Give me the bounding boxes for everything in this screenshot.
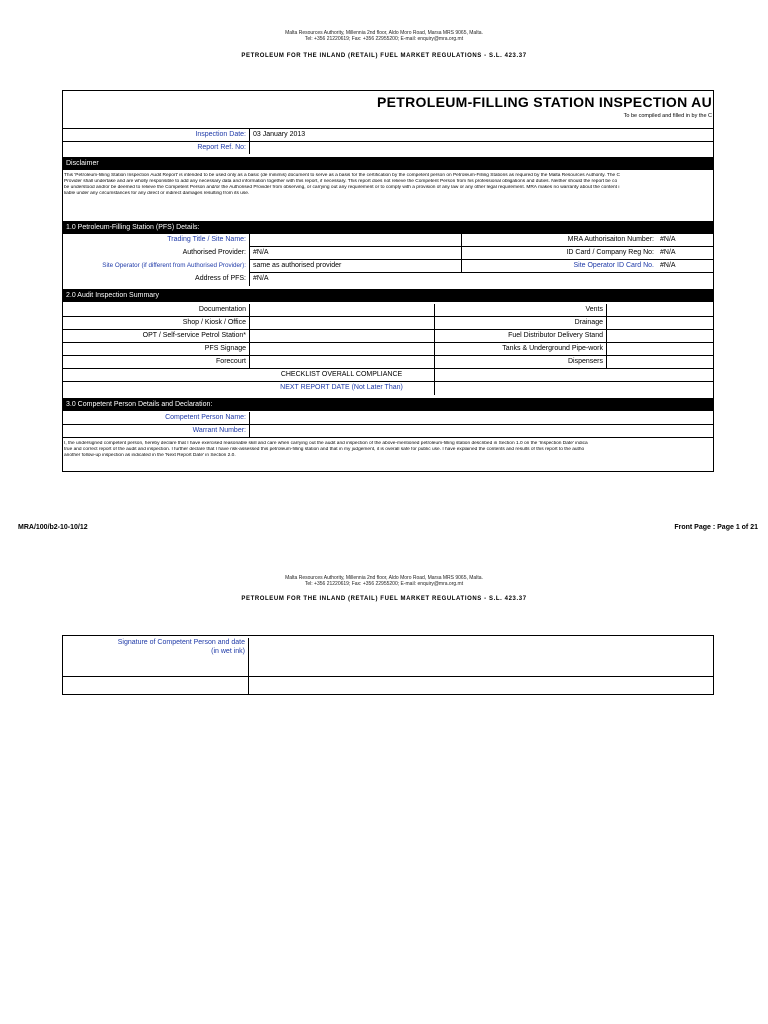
summary-left-field[interactable] <box>249 343 434 355</box>
summary-left-label: OPT / Self-service Petrol Station* <box>142 332 246 339</box>
pfs-row-4 <box>63 273 714 286</box>
inspection-date-label: Inspection Date: <box>195 131 246 138</box>
next-report-date-label: NEXT REPORT DATE (Not Later Than) <box>280 384 403 391</box>
authority-contact-p2: Tel: +356 21220619; Fax: +356 22955200; E-mail: enquiry@mra.org.mt <box>304 581 464 587</box>
authorised-provider-field[interactable]: #N/A <box>249 247 461 260</box>
section-2-heading: 2.0 Audit Inspection Summary <box>63 289 714 302</box>
declaration-line-1: I, the undersigned competent person, hereby declare that I have exercised reasonable skill and care when carrying out the audit and inspection of the above-mentioned petroleum-filling station described in Section 1.0 on the 'Inspection Date' indica <box>64 441 588 446</box>
summary-row-2 <box>63 317 714 330</box>
form-title: PETROLEUM-FILLING STATION INSPECTION AU <box>377 94 712 110</box>
mra-authorisation-label: MRA Authorisaiton Number: <box>461 234 657 247</box>
disclaimer-heading: Disclaimer <box>63 157 714 170</box>
summary-right-label: Vents <box>434 304 606 316</box>
competent-person-name-label: Competent Person Name: <box>165 414 246 421</box>
disclaimer-line-2: Provider shall undertake and are wholly responsible to add any necessary data and information together with this report, if necessary. This report does not relieve the Competent Person from his professional obligations and duties. Neither should the report be co <box>64 179 618 184</box>
disclaimer-line-1: This 'Petroleum-filling Station Inspection Audit Report' is intended to be used only as a basic (de minimis) document to serve as a basis for the certification by the competent person on Petroleum-Filling Stations as required by the Malta Resources Authority. The C <box>64 173 620 178</box>
summary-left-field[interactable] <box>249 317 434 329</box>
summary-row-5 <box>63 356 714 369</box>
summary-right-field[interactable] <box>606 343 714 355</box>
summary-left-label: PFS Signage <box>204 345 246 352</box>
regulation-heading: PETROLEUM FOR THE INLAND (RETAIL) FUEL MARKET REGULATIONS - S.L. 423.37 <box>241 53 527 59</box>
address-field[interactable]: #N/A <box>249 273 714 286</box>
summary-row-4 <box>63 343 714 356</box>
signature-wet-ink-label: (in wet ink) <box>211 648 245 655</box>
site-operator-field[interactable]: same as authorised provider <box>249 260 461 273</box>
signature-box <box>62 635 714 695</box>
authority-address-p2: Malta Resources Authority, Millennia 2nd floor, Aldo Moro Road, Marsa MRS 9065, Malta. <box>285 575 483 581</box>
trading-title-field[interactable] <box>249 234 461 247</box>
disclaimer-line-4: liable under any circumstances for any direct or indirect damages resulting from its use. <box>64 191 250 196</box>
section-1-heading: 1.0 Petroleum-Filling Station (PFS) Details: <box>63 221 714 234</box>
summary-right-label: Fuel Distributor Delivery Stand <box>434 330 606 342</box>
mra-authorisation-field[interactable]: #N/A <box>657 234 714 247</box>
form-subnote: To be compiled and filled in by the C <box>623 113 712 119</box>
site-operator-id-label: Site Operator ID Card No. <box>461 260 657 273</box>
summary-left-field[interactable] <box>249 330 434 342</box>
summary-left-field[interactable] <box>249 304 434 316</box>
pfs-row-1 <box>63 234 714 247</box>
summary-right-label: Tanks & Underground Pipe-work <box>434 343 606 355</box>
competent-person-name-field[interactable] <box>249 412 714 424</box>
signature-divider <box>63 676 713 677</box>
next-report-row <box>63 382 714 395</box>
inspection-form <box>62 90 714 472</box>
page-number: Front Page : Page 1 of 21 <box>674 524 758 531</box>
summary-left-label: Forecourt <box>216 358 246 365</box>
summary-row-3 <box>63 330 714 343</box>
next-report-date-field[interactable] <box>434 382 714 395</box>
document-code: MRA/100/b2-10-10/12 <box>18 524 88 531</box>
summary-right-field[interactable] <box>606 330 714 342</box>
site-operator-id-field[interactable]: #N/A <box>657 260 714 273</box>
disclaimer-line-3: be understood and/or be deemed to relieve the Competent Person and/or the Authorised Provider from observing, or carrying out any requirement or to comply with a provision of any law or any other legal requirement. MRA makes no warranty about the content i <box>64 185 620 190</box>
site-operator-label: Site Operator (if different from Authorised Provider): <box>102 262 246 269</box>
warrant-number-label: Warrant Number: <box>192 427 246 434</box>
warrant-number-field[interactable] <box>249 425 714 437</box>
section-3-heading: 3.0 Competent Person Details and Declaration: <box>63 398 714 411</box>
signature-field[interactable] <box>249 636 713 694</box>
competent-name-row <box>63 412 714 425</box>
signature-label: Signature of Competent Person and date <box>117 639 245 646</box>
authorised-provider-label: Authorised Provider: <box>182 249 246 256</box>
report-ref-field[interactable] <box>249 142 714 154</box>
warrant-row <box>63 425 714 438</box>
id-card-field[interactable]: #N/A <box>657 247 714 260</box>
id-card-label: ID Card / Company Reg No: <box>461 247 657 260</box>
summary-right-field[interactable] <box>606 304 714 316</box>
inspection-date-field[interactable]: 03 January 2013 <box>249 129 714 141</box>
trading-title-label: Trading Title / Site Name: <box>167 236 246 243</box>
regulation-heading-p2: PETROLEUM FOR THE INLAND (RETAIL) FUEL MARKET REGULATIONS - S.L. 423.37 <box>241 596 527 602</box>
summary-row-1 <box>63 304 714 317</box>
summary-right-field[interactable] <box>606 317 714 329</box>
pfs-row-2 <box>63 247 714 260</box>
inspection-date-row <box>63 128 714 141</box>
summary-right-field[interactable] <box>606 356 714 368</box>
summary-left-label: Shop / Kiosk / Office <box>182 319 246 326</box>
summary-right-label: Dispensers <box>434 356 606 368</box>
report-ref-row <box>63 141 714 154</box>
report-ref-label: Report Ref. No: <box>197 144 246 151</box>
declaration-line-2: true and correct report of the audit and inspection. I further declare that I have risk-assessed this petroleum-filling station and that in my judgement, it is overall safe for public use. I have explained the contents and results of this report to the autho <box>64 447 585 452</box>
address-label: Address of PFS: <box>195 275 246 282</box>
overall-compliance-field[interactable] <box>434 369 714 381</box>
summary-left-field[interactable] <box>249 356 434 368</box>
authority-contact: Tel: +356 21220619; Fax: +356 22955200; E-mail: enquiry@mra.org.mt <box>304 36 464 42</box>
overall-compliance-label: CHECKLIST OVERALL COMPLIANCE <box>280 371 403 378</box>
pfs-row-3 <box>63 260 714 273</box>
authority-address: Malta Resources Authority, Millennia 2nd floor, Aldo Moro Road, Marsa MRS 9065, Malta. <box>285 30 483 36</box>
summary-right-label: Drainage <box>434 317 606 329</box>
compliance-row <box>63 369 714 382</box>
declaration-line-3: another follow-up inspection as indicated in the 'Next Report Date' in Section 2.0. <box>64 453 236 458</box>
signature-label-cell <box>63 638 249 694</box>
summary-left-label: Documentation <box>198 306 246 313</box>
